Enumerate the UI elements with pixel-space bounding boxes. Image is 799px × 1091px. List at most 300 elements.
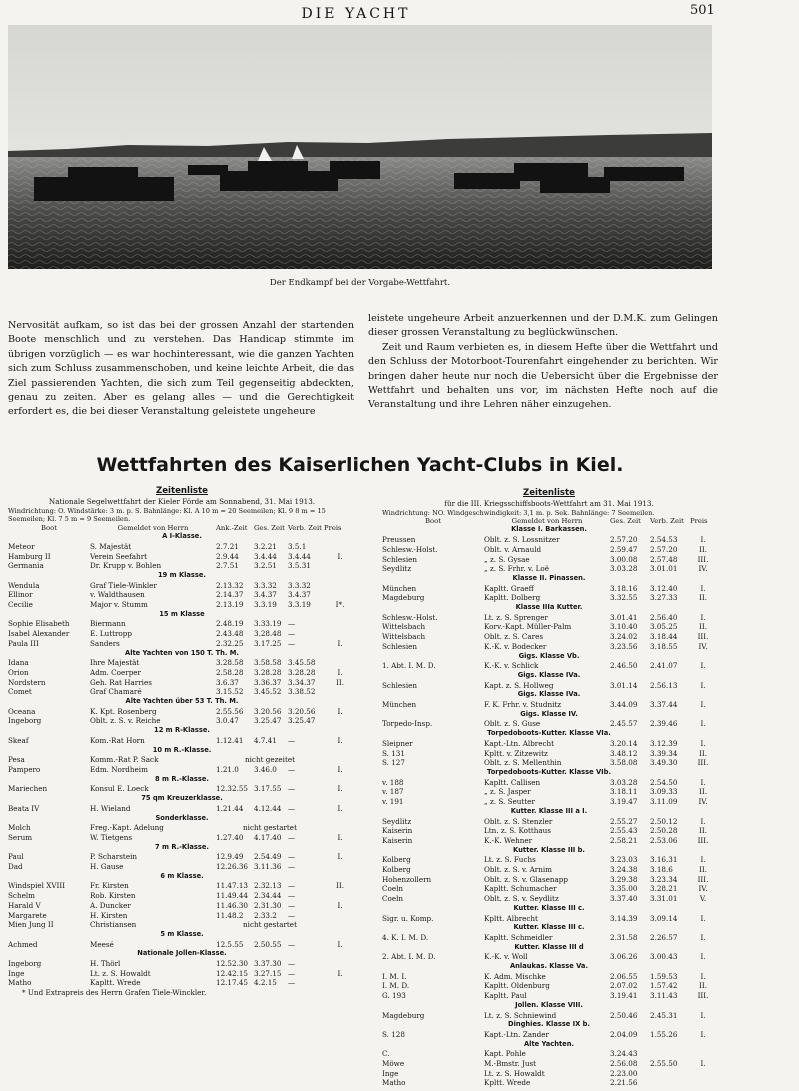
column-header: Verb. Zeit [288, 524, 322, 533]
table-cell: Kolberg [382, 855, 411, 865]
table-row [8, 765, 356, 775]
table-cell [690, 1078, 716, 1088]
table-cell: 12.5.55 [216, 939, 244, 949]
table-cell: — [288, 619, 296, 629]
table-cell: I. [337, 900, 343, 910]
list-title: Zeitenliste [522, 488, 575, 498]
table-row [382, 739, 716, 749]
table-cell: Lt. z. S. Howaldt [90, 968, 151, 978]
results-table [8, 524, 356, 988]
table-cell: Oblt. z. S. Mellenthin [484, 758, 562, 768]
table-cell: 2.55.43 [610, 826, 638, 836]
table-row [382, 681, 716, 691]
table-cell: Möwe [382, 1059, 405, 1069]
table-cell: Geh. Rat Harries [90, 677, 152, 687]
table-row [382, 981, 716, 991]
class-heading-row [382, 710, 716, 720]
table-cell: I. [337, 764, 343, 774]
table-cell: II. [699, 748, 707, 758]
table-cell: I*. [335, 600, 345, 610]
table-cell: 3.28.28 [254, 667, 282, 677]
table-cell: — [288, 735, 296, 745]
table-cell: 3.17.55 [254, 784, 282, 794]
table-cell: I. [700, 738, 706, 748]
table-cell: I. [337, 968, 343, 978]
table-cell: 2.32.25 [216, 638, 244, 648]
class-heading-row [8, 746, 356, 756]
table-row [8, 590, 356, 600]
table-row [8, 978, 356, 988]
table-cell: 3.39.34 [650, 748, 678, 758]
table-cell [650, 1078, 690, 1088]
table-cell: — [288, 764, 296, 774]
table-cell: K.-K. v. Woll [484, 952, 528, 962]
table-cell: 3.16.31 [650, 855, 678, 865]
table-cell: 3.18.44 [650, 632, 678, 642]
table-cell: Dad [8, 862, 23, 872]
class-heading-row [8, 872, 356, 882]
class-heading-row [382, 603, 716, 613]
table-row [382, 758, 716, 768]
table-cell: — [288, 910, 296, 920]
table-cell [324, 542, 356, 552]
table-cell: Freg.-Kapt. Adelung [90, 823, 164, 833]
table-cell: I. [700, 719, 706, 729]
table-cell: I. [700, 583, 706, 593]
table-cell: 3.45.58 [288, 658, 316, 668]
class-heading-row [8, 571, 356, 581]
table-row [382, 787, 716, 797]
table-cell: nicht gestartet [243, 920, 297, 930]
table-cell: Margarete [8, 910, 47, 920]
table-cell: Pampero [8, 764, 41, 774]
table-cell: Torpedo-Insp. [382, 719, 433, 729]
table-cell: Edm. Nordheim [90, 764, 148, 774]
table-cell: Hohenzollern [382, 874, 432, 884]
table-cell: Oblt. z. S. Lossnitzer [484, 535, 560, 545]
table-cell: P. Scharstein [90, 852, 138, 862]
class-heading: Torpedoboots-Kutter. Klasse VIb. [487, 767, 611, 776]
table-cell: Kaiserin [382, 826, 413, 836]
class-heading: Kutter. Klasse III c. [513, 903, 585, 912]
class-heading-row [382, 1040, 716, 1050]
table-cell: 3.17.25 [254, 638, 282, 648]
column-header: Gemeldet von Herrn [117, 524, 189, 533]
table-cell: 11.46.30 [216, 900, 249, 910]
class-heading: Gigs. Klasse Vb. [518, 651, 580, 660]
table-cell: Korv.-Kapt. Müller-Palm [484, 622, 572, 632]
class-heading: 10 m R.-Klasse. [152, 745, 212, 754]
table-cell: „ z. S. Gysae [484, 554, 530, 564]
class-heading-row [8, 532, 356, 542]
table-cell: 2.13.19 [216, 600, 244, 610]
class-heading: Kutter. Klasse III c. [513, 923, 585, 932]
table-cell: Sophie Elisabeth [8, 619, 70, 629]
table-cell: 4.17.40 [254, 832, 282, 842]
table-cell: 3.23.03 [610, 855, 638, 865]
class-heading-row [382, 671, 716, 681]
table-row [382, 622, 716, 632]
class-heading: A I-Klasse. [162, 532, 202, 541]
table-cell: M.-Bmstr. Just [484, 1059, 537, 1069]
table-cell: Biermann [90, 619, 126, 629]
running-header: DIE YACHT [301, 6, 411, 22]
table-cell: 3.09.33 [650, 787, 678, 797]
article-paragraph: Zeit und Raum verbieten es, in diesem Hefte über die Wettfahrt und den Schluss der Motorboot-Tourenfahrt eingehender zu berichten. Wir bringen daher heute nur noch die Uebersicht über die Ergebnisse der Wettfahrt und behalten uns vor, im nächsten Hefte noch auf die Veranstaltung und ihre Lehren näher einzugehen. [368, 341, 718, 411]
table-cell: III. [697, 758, 709, 768]
article-paragraph: Nervosität aufkam, so ist das bei der grossen Anzahl der startenden Boote menschlich und zu verstehen. Das Handicap stimmte im übrigen vorzüglich — es war hochinteressant, wie die ganzen Yachten sich zum Schluss zusammenschoben, und keine leichte Arbeit, die das Ziel passierenden Yachten, die sich zum Teil gegenseitig abdeckten, genau zu zeiten. Aber es gelang alles — und die Gerechtigkeit erfordert es, die bei dieser Veranstaltung geleistete ungeheure [8, 320, 354, 418]
table-row [8, 755, 356, 765]
table-row [8, 678, 356, 688]
table-cell: Ingeborg [8, 716, 42, 726]
article-column-right [368, 312, 718, 413]
table-cell: 3.18.11 [610, 787, 638, 797]
table-cell: München [382, 583, 417, 593]
table-cell: I. [337, 667, 343, 677]
table-cell: 2.06.55 [610, 971, 638, 981]
table-cell: 2.9.44 [216, 551, 239, 561]
column-header: Ges. Zeit [254, 524, 285, 533]
table-cell: IV. [698, 797, 708, 807]
class-heading: Gigs. Klasse IVa. [517, 690, 581, 699]
class-heading: Alte Yachten über 53 T. Th. M. [125, 697, 239, 706]
table-cell: 2.33.2 [254, 910, 277, 920]
table-cell: 3.20.14 [610, 738, 638, 748]
table-cell: I. [337, 832, 343, 842]
table-cell: W. Tietgens [90, 832, 133, 842]
table-cell: II. [699, 544, 707, 554]
table-cell [324, 590, 356, 600]
table-cell: Kapltt. Paul [484, 991, 527, 1001]
table-cell: — [288, 900, 296, 910]
table-cell: 2.45.31 [650, 1010, 678, 1020]
table-cell: 3.44.09 [610, 700, 638, 710]
race-photo [8, 25, 712, 269]
table-row [8, 959, 356, 969]
table-cell: Konsul E. Loeck [90, 784, 149, 794]
table-cell: 12.17.45 [216, 978, 249, 988]
table-cell: Schlesien [382, 554, 418, 564]
class-heading-row [382, 962, 716, 972]
table-cell: 2.7.21 [216, 541, 239, 551]
table-cell: Adm. Coerper [90, 667, 141, 677]
column-header: Ank.-Zeit [216, 524, 248, 533]
table-cell: I. [700, 816, 706, 826]
table-cell: Sleipner [382, 738, 413, 748]
table-cell [324, 978, 356, 988]
table-cell: 3.19.47 [610, 797, 638, 807]
table-row [382, 826, 716, 836]
table-cell: Meteor [8, 541, 35, 551]
table-cell [324, 911, 356, 921]
table-row [382, 555, 716, 565]
class-heading: Klasse II. Pinassen. [512, 573, 586, 582]
class-heading: Kutter. Klasse III a I. [510, 806, 588, 815]
column-header: Boot [41, 524, 57, 533]
table-cell: Ellinor [8, 590, 33, 600]
table-cell: Coeln [382, 884, 404, 894]
table-cell: I. [700, 700, 706, 710]
table-cell: 2.45.57 [610, 719, 638, 729]
table-row [382, 884, 716, 894]
table-cell: 3.2.21 [254, 541, 277, 551]
table-cell: I. [700, 1059, 706, 1069]
table-cell: 12.52.30 [216, 959, 249, 969]
table-cell: Oblt. z. S. Guse [484, 719, 541, 729]
table-cell: Seydlitz [382, 564, 412, 574]
table-cell: — [288, 852, 296, 862]
table-row [382, 836, 716, 846]
table-cell: Sigr. u. Komp. [382, 913, 434, 923]
table-cell: I. [700, 1010, 706, 1020]
photo-illustration [8, 25, 712, 269]
table-cell: Oblt. z. S. v. Seydlitz [484, 894, 559, 904]
table-cell [690, 1069, 716, 1079]
table-cell: Cecilie [8, 600, 33, 610]
table-cell: 4.7.41 [254, 735, 277, 745]
table-cell: Mien Jung II [8, 920, 54, 930]
table-cell: 4.2.15 [254, 978, 277, 988]
table-cell: S. Majestät [90, 541, 132, 551]
table-cell: 3.4.37 [254, 590, 277, 600]
table-cell: Inge [8, 968, 25, 978]
table-row [382, 855, 716, 865]
table-cell: 2.56.08 [610, 1059, 638, 1069]
table-row [382, 613, 716, 623]
table-cell: 3.01.14 [610, 680, 638, 690]
table-cell: nicht gestartet [243, 823, 297, 833]
table-cell [324, 891, 356, 901]
table-cell: I. [700, 971, 706, 981]
table-cell: I. [700, 932, 706, 942]
table-cell: 3.33.19 [254, 619, 282, 629]
table-cell: Kom.-Rat Horn [90, 735, 145, 745]
table-row [8, 561, 356, 571]
table-row [8, 833, 356, 843]
table-cell: 3.23.34 [650, 874, 678, 884]
table-cell: — [288, 968, 296, 978]
table-cell: 1.59.53 [650, 971, 678, 981]
table-cell: Kapltt. Dolberg [484, 593, 541, 603]
wind-info: Windrichtung: O. Windstärke: 3 m. p. S. Bahnlänge: Kl. A 10 m = 20 Seemeilen; Kl. 9 8 m = 15 Seemeilen; Kl. 7 5 m = 9 Seemeilen. [8, 506, 326, 524]
column-header: Preis [690, 517, 708, 526]
table-cell: 2.55.50 [650, 1059, 678, 1069]
table-cell: Oblt. z. S. Cares [484, 632, 544, 642]
table-cell: Kapt. z. S. Hollweg [484, 680, 554, 690]
class-heading-row [382, 729, 716, 739]
table-cell: 1.57.42 [650, 981, 678, 991]
table-cell: K. Adm. Mischke [484, 971, 546, 981]
table-cell: 2.48.19 [216, 619, 244, 629]
table-row [8, 891, 356, 901]
table-cell: 3.5.31 [288, 561, 311, 571]
table-row [8, 940, 356, 950]
table-cell [324, 716, 356, 726]
table-cell: I. [337, 735, 343, 745]
table-cell: Christiansen [90, 920, 137, 930]
table-cell: 12.26.36 [216, 862, 249, 872]
table-cell: IV. [698, 564, 708, 574]
class-heading: Klasse I. Barkassen. [511, 525, 587, 534]
table-cell: IV. [698, 884, 708, 894]
table-cell [324, 862, 356, 872]
table-cell: I. M. I. [382, 971, 407, 981]
table-row [382, 1078, 716, 1088]
table-cell: II. [699, 622, 707, 632]
table-cell: H. Wieland [90, 803, 131, 813]
table-cell: Oceana [8, 706, 36, 716]
class-heading-row [8, 697, 356, 707]
table-cell: — [288, 959, 296, 969]
table-cell: Hamburg II [8, 551, 51, 561]
table-cell: K.-K. Wehner [484, 835, 533, 845]
class-heading-row [382, 574, 716, 584]
table-cell: C. [382, 1049, 390, 1059]
table-row [8, 619, 356, 629]
table-row [8, 969, 356, 979]
table-cell: Magdeburg [382, 593, 425, 603]
table-cell: 3.27.33 [650, 593, 678, 603]
table-cell: 2.43.48 [216, 629, 244, 639]
table-cell: E. Luttropp [90, 629, 132, 639]
class-heading-row [382, 690, 716, 700]
table-cell: 2.55.27 [610, 816, 638, 826]
table-cell: Verein Seefahrt [90, 551, 148, 561]
table-row [8, 804, 356, 814]
class-heading: Nationale Jollen-Klasse. [137, 949, 227, 958]
class-heading-row [382, 525, 716, 535]
table-cell: 3.28.48 [254, 629, 282, 639]
table-cell: Preussen [382, 535, 416, 545]
class-heading: 7 m R.-Klasse. [155, 842, 209, 851]
table-cell: 3.01.41 [610, 612, 638, 622]
table-cell: Matho [8, 978, 32, 988]
table-cell: 3.38.52 [288, 687, 316, 697]
table-cell: H. Thörl [90, 959, 121, 969]
table-cell: 3.03.28 [610, 777, 638, 787]
table-cell: „ z. S. Jasper [484, 787, 531, 797]
table-cell: v. 188 [382, 777, 404, 787]
table-cell: 3.06.26 [610, 952, 638, 962]
photo-caption: Der Endkampf bei der Vorgabe-Wettfahrt. [269, 278, 451, 288]
table-cell: Magdeburg [382, 1010, 425, 1020]
table-cell: 3.19.41 [610, 991, 638, 1001]
table-cell: Kolberg [382, 865, 411, 875]
table-cell: 11.47.13 [216, 881, 249, 891]
table-cell: Wittelsbach [382, 632, 426, 642]
table-cell: 2.39.46 [650, 719, 678, 729]
table-cell: 2.53.06 [650, 835, 678, 845]
table-cell: 2.56.40 [650, 612, 678, 622]
table-cell: 3.2.51 [254, 561, 277, 571]
table-cell: 3.18.55 [650, 641, 678, 651]
table-cell: Nordstern [8, 677, 46, 687]
table-cell: Germania [8, 561, 44, 571]
table-cell: IV. [698, 641, 708, 651]
table-cell: Coeln [382, 894, 404, 904]
table-cell: — [288, 862, 296, 872]
table-row [382, 1059, 716, 1069]
list-subtitle: Nationale Segelwettfahrt der Kieler Förde am Sonnabend, 31. Mai 1913. [48, 497, 316, 506]
table-cell: 1.21.44 [216, 803, 244, 813]
table-cell: 4. K. I. M. D. [382, 932, 429, 942]
table-cell: Schlesw.-Holst. [382, 612, 438, 622]
table-cell: 3.25.47 [288, 716, 316, 726]
table-cell: — [288, 629, 296, 639]
table-cell [324, 823, 356, 833]
table-cell: 12.42.15 [216, 968, 249, 978]
table-cell [650, 1049, 690, 1059]
class-heading: 6 m Klasse. [160, 871, 204, 880]
table-cell: I. [700, 952, 706, 962]
table-cell: 3.3.32 [254, 580, 277, 590]
table-cell: 1.12.41 [216, 735, 244, 745]
table-cell: 2.50.55 [254, 939, 282, 949]
table-cell: Kapltt. Schumacher [484, 884, 557, 894]
table-cell: 3.28.28 [288, 667, 316, 677]
table-cell: 3.6.37 [216, 677, 239, 687]
table-row [8, 542, 356, 552]
table-cell: Kapltt. Callisen [484, 777, 541, 787]
table-cell: 2.58.21 [610, 835, 638, 845]
table-cell: 1.55.26 [650, 1029, 678, 1039]
table-row [382, 584, 716, 594]
table-cell: II. [336, 881, 344, 891]
table-cell: 2.32.13 [254, 881, 282, 891]
table-cell: A. Duncker [90, 900, 131, 910]
table-cell: II. [699, 787, 707, 797]
table-cell: F. K. Frhr. v. Studnitz [484, 700, 562, 710]
table-row [8, 911, 356, 921]
table-cell: Molch [8, 823, 31, 833]
class-heading-row [8, 794, 356, 804]
table-cell: Windspiel XVIII [8, 881, 66, 891]
results-list-right [382, 488, 716, 1088]
table-cell: Meesé [90, 939, 114, 949]
table-cell: 3.20.56 [254, 706, 282, 716]
table-cell: 2.50.46 [610, 1010, 638, 1020]
table-cell: Paula III [8, 638, 39, 648]
table-cell: I. [337, 852, 343, 862]
class-heading: 5 m Klasse. [160, 929, 204, 938]
table-row [382, 642, 716, 652]
class-heading: 12 m R-Klasse. [154, 726, 210, 735]
table-cell: 3.23.56 [610, 641, 638, 651]
list-title: Zeitenliste [155, 486, 208, 496]
table-cell: 3.58.58 [254, 658, 282, 668]
table-cell: 2.23.00 [610, 1068, 638, 1078]
table-cell: I. [337, 551, 343, 561]
table-cell: Lt. z. S. Sprenger [484, 612, 548, 622]
class-heading: Sonderklasse. [155, 813, 209, 822]
table-cell: 2.21.56 [610, 1078, 638, 1088]
table-cell: Schlesien [382, 641, 418, 651]
table-cell: 3.36.37 [254, 677, 282, 687]
table-row [8, 581, 356, 591]
table-cell: 3.3.32 [288, 580, 311, 590]
table-cell: 3.35.00 [610, 884, 638, 894]
table-cell [650, 1069, 690, 1079]
table-cell: 12.32.55 [216, 784, 249, 794]
table-cell: Kpltt. v. Zitzewitz [484, 748, 548, 758]
table-cell: Kapt. Pohle [484, 1049, 526, 1059]
class-heading-row [382, 768, 716, 778]
table-cell: 3.0.47 [216, 716, 239, 726]
table-row [8, 920, 356, 930]
table-cell: K. Kpt. Rosenberg [90, 706, 157, 716]
table-cell: — [288, 891, 296, 901]
class-heading: Alte Yachten. [523, 1039, 575, 1048]
